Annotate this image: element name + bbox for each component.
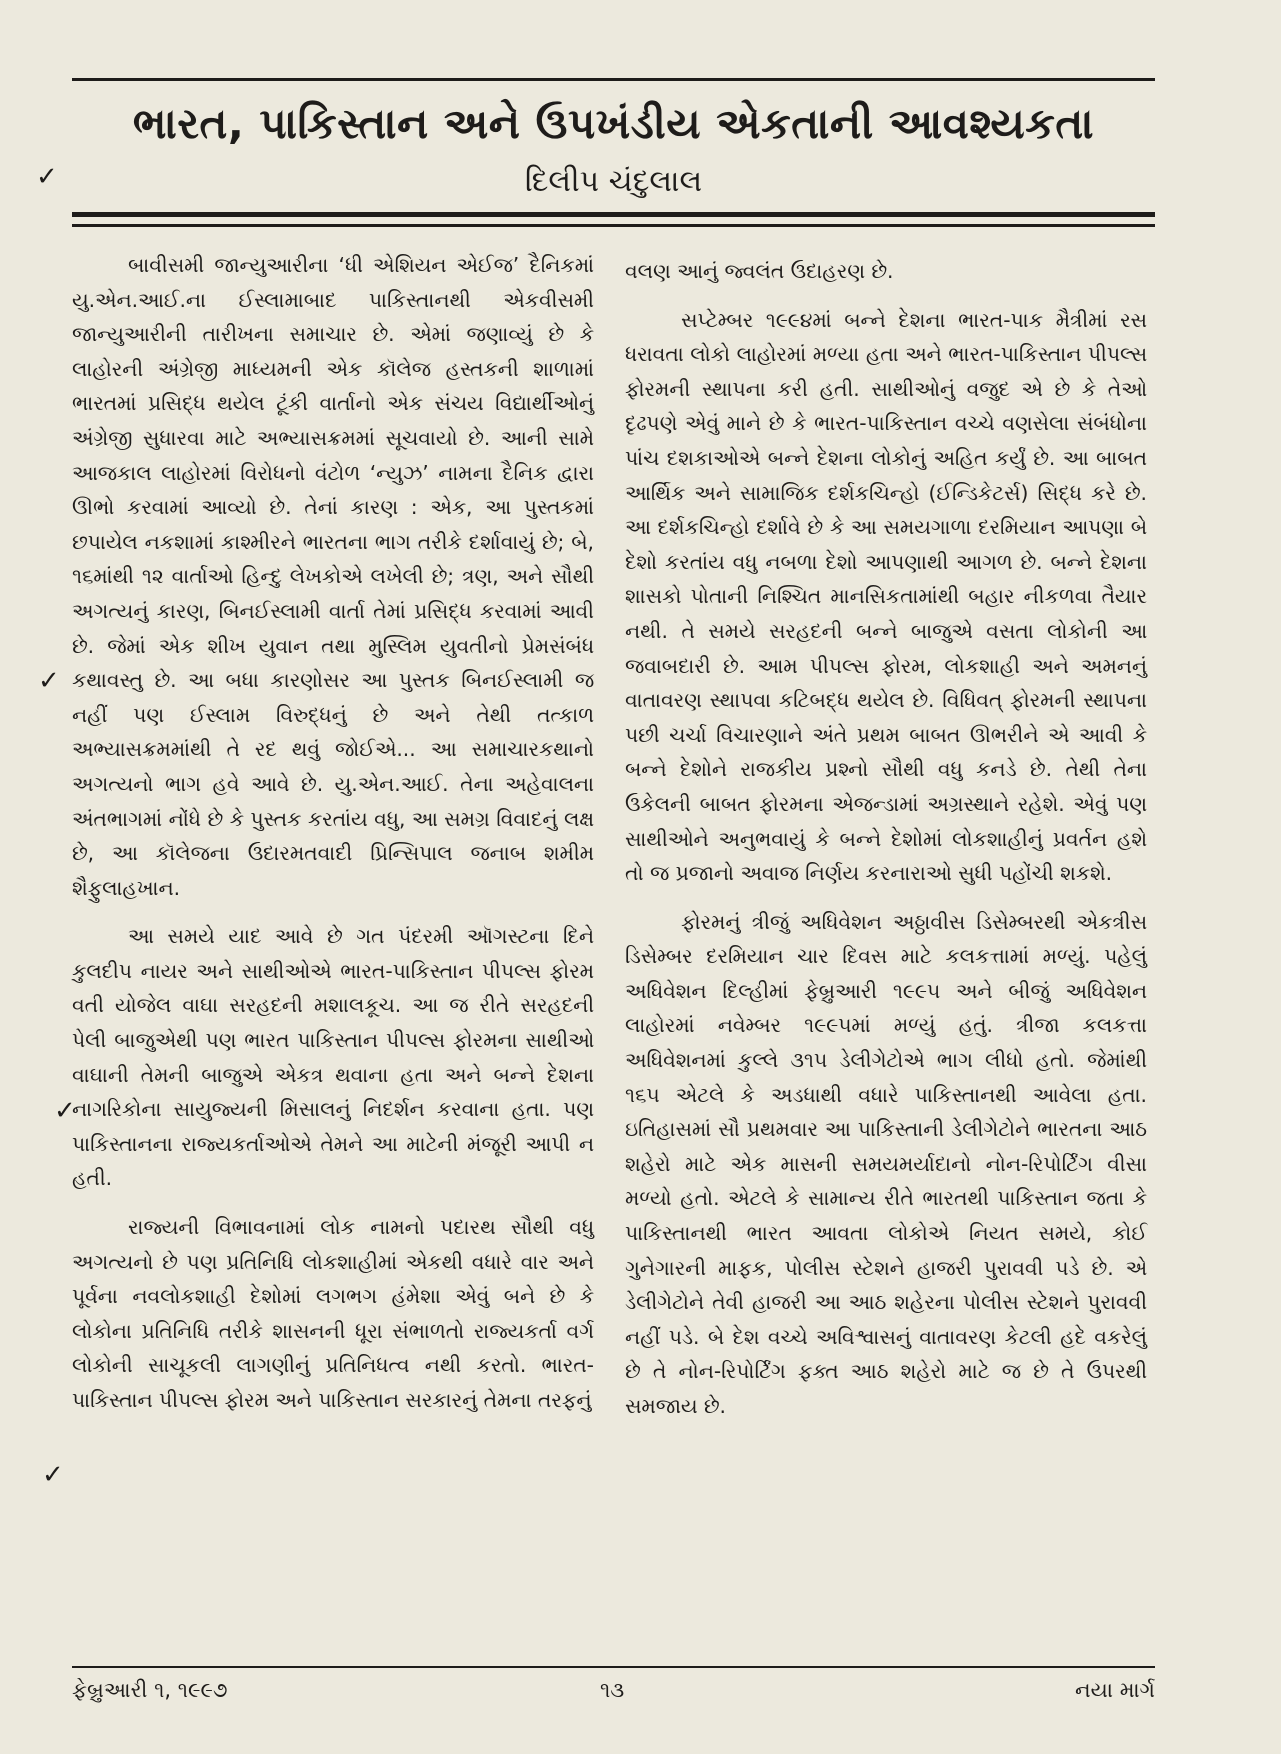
- paragraph: વલણ આનું જ્વલંત ઉદાહરણ છે.: [625, 259, 894, 283]
- page-number: ૧૩: [600, 1678, 625, 1702]
- footer-date: ફેબ્રુઆરી ૧, ૧૯૯૭: [72, 1678, 228, 1702]
- paragraph: ફોરમનું ત્રીજું અધિવેશન અઠ્ઠાવીસ ડિસેમ્બરથી એકત્રીસ ડિસેમ્બર દરમિયાન ચાર દિવસ માટે કલકત્તામાં મળ્યું. પહેલું અધિવેશન દિલ્હીમાં ફેબ્રુઆરી ૧૯૯૫ અને બીજું અધિવેશન લાહોરમાં નવેમ્બર ૧૯૯૫માં મળ્યું હતું. ત્રીજા કલકત્તા અધિવેશનમાં કુલ્લે ૩૧૫ ડેલીગેટોએ ભાગ લીધો હતો. જેમાંથી ૧૬૫ એટલે કે અડધાથી વધારે પાકિસ્તાનથી આવેલા હતા. ઇતિહાસમાં સૌ પ્રથમવાર આ પાકિસ્તાની ડેલીગેટોને ભારતના આઠ શહેરો માટે એક માસની સમયમર્યાદાનો નોન-રિપોર્ટિંગ વીસા મળ્યો હતો. એટલે કે સામાન્ય રીતે ભારતથી પાકિસ્તાન જતા કે પાકિસ્તાનથી ભારત આવતા લોકોએ નિયત સમયે, કોઈ ગુનેગારની માફક, પોલીસ સ્ટેશને હાજરી પુરાવવી પડે છે. એ ડેલીગેટોને તેવી હાજરી આ આઠ શહેરના પોલીસ સ્ટેશને પુરાવવી નહીં પડે. બે દેશ વચ્ચે અવિશ્વાસનું વાતાવરણ કેટલી હદે વકરેલું છે તે નોન-રિપોર્ટિંગ ફક્ત આઠ શહેરો માટે જ છે તે ઉપરથી સમજાય છે.: [625, 909, 1147, 1418]
- article-title: ભારત, પાકિસ્તાન અને ઉપખંડીય એકતાની આવશ્યકતા: [132, 99, 1095, 148]
- paragraph: રાજ્યની વિભાવનામાં લોક નામનો પદારથ સૌથી વધુ અગત્યનો છે પણ પ્રતિનિધિ લોકશાહીમાં એકથી વધારે વાર અને પૂર્વના નવલોકશાહી દેશોમાં લગભગ હંમેશા એવું બને છે કે લોકોના પ્રતિનિધિ તરીકે શાસનની ધૂરા સંભાળતો રાજ્યકર્તા વર્ગ લોકોની સાચૂકલી લાગણીનું પ્રતિનિધત્વ નથી કરતો. ભારત-પાકિસ્તાન પીપલ્સ ફોરમ અને પાકિસ્તાન સરકારનું તેમના તરફનું: [72, 1215, 594, 1412]
- header-rule-thick: [72, 212, 1155, 217]
- paragraph: બાવીસમી જાન્યુઆરીના ‘ધી એશિયન એઈજ’ દૈનિકમાં યુ.એન.આઈ.ના ઈસ્લામાબાદ પાકિસ્તાનથી એકવીસમી જાન્યુઆરીની તારીખના સમાચાર છે. એમાં જણાવ્યું છે કે લાહોરની અંગ્રેજી માધ્યમની એક કૉલેજ હસ્તકની શાળામાં ભારતમાં પ્રસિદ્ધ થયેલ ટૂંકી વાર્તાનો એક સંચય વિદ્યાર્થીઓનું અંગ્રેજી સુધારવા માટે અભ્યાસક્રમમાં સૂચવાયો છે. આની સામે આજકાલ લાહોરમાં વિરોધનો વંટોળ ‘ન્યુઝ’ નામના દૈનિક દ્વારા ઊભો કરવામાં આવ્યો છે. તેનાં કારણ : એક, આ પુસ્તકમાં છપાયેલ નકશામાં કાશ્મીરને ભારતના ભાગ તરીકે દર્શાવાયું છે; બે, ૧૬માંથી ૧૨ વાર્તાઓ હિન્દુ લેખકોએ લખેલી છે; ત્રણ, અને સૌથી અગત્યનું કારણ, બિનઈસ્લામી વાર્તા તેમાં પ્રસિદ્ધ કરવામાં આવી છે. જેમાં એક શીખ યુવાન તથા મુસ્લિમ યુવતીનો પ્રેમસંબંધ કથાવસ્તુ છે. આ બધા કારણોસર આ પુસ્તક બિનઈસ્લામી જ નહીં પણ ઈસ્લામ વિરુદ્ધનું છે અને તેથી તત્કાળ અભ્યાસક્રમમાંથી તે રદ થવું જોઈએ... આ સમાચારકથાનો અગત્યનો ભાગ હવે આવે છે. યુ.એન.આઈ. તેના અહેવાલના અંતભાગમાં નોંધે છે કે પુસ્તક કરતાંય વધુ, આ સમગ્ર વિવાદનું લક્ષ છે, આ કૉલેજના ઉદારમતવાદી પ્રિન્સિપાલ જનાબ શમીમ શૈફુલાહખાન.: [72, 253, 594, 900]
- right-column: [625, 254, 1147, 1438]
- margin-mark: ✓: [54, 1096, 76, 1126]
- article-author: દિલીપ ચંદુલાલ: [524, 164, 703, 199]
- left-column: [72, 248, 594, 1432]
- footer-rule: [72, 1666, 1155, 1668]
- paragraph: સપ્ટેમ્બર ૧૯૯૪માં બન્ને દેશના ભારત-પાક મૈત્રીમાં રસ ધરાવતા લોકો લાહોરમાં મળ્યા હતા અને ભારત-પાકિસ્તાન પીપલ્સ ફોરમની સ્થાપના કરી હતી. સાથીઓનું વજુદ એ છે કે તેઓ દૃઢપણે એવું માને છે કે ભારત-પાકિસ્તાન વચ્ચે વણસેલા સંબંધોના પાંચ દશકાઓએ બન્ને દેશના લોકોનું અહિત કર્યું છે. આ બાબત આર્થિક અને સામાજિક દર્શકચિન્હો (ઈન્ડિકેટર્સ) સિદ્ધ કરે છે. આ દર્શકચિન્હો દર્શાવે છે કે આ સમયગાળા દરમિયાન આપણા બે દેશો કરતાંય વધુ નબળા દેશો આપણાથી આગળ છે. બન્ને દેશના શાસકો પોતાની નિશ્ચિત માનસિકતામાંથી બહાર નીકળવા તૈયાર નથી. તે સમયે સરહદની બન્ને બાજુએ વસતા લોકોની આ જવાબદારી છે. આમ પીપલ્સ ફોરમ, લોકશાહી અને અમનનું વાતાવરણ સ્થાપવા કટિબદ્ધ થયેલ છે. વિધિવત્ ફોરમની સ્થાપના પછી ચર્ચા વિચારણાને અંતે પ્રથમ બાબત ઊભરીને એ આવી કે બન્ને દેશોને રાજકીય પ્રશ્નો સૌથી વધુ કનડે છે. તેથી તેના ઉકેલની બાબત ફોરમના એજન્ડામાં અગ્રસ્થાને રહેશે. એવું પણ સાથીઓને અનુભવાયું કે બન્ને દેશોમાં લોકશાહીનું પ્રવર્તન હશે તો જ પ્રજાનો અવાજ નિર્ણય કરનારાઓ સુધી પહોંચી શકશે.: [625, 307, 1147, 886]
- margin-mark: ✓: [42, 1460, 64, 1490]
- margin-mark: ✓: [36, 162, 58, 192]
- margin-mark: ✓: [38, 666, 60, 696]
- header-rule-thin: [72, 224, 1155, 227]
- paragraph: આ સમયે યાદ આવે છે ગત પંદરમી ઑગસ્ટના દિને કુલદીપ નાયર અને સાથીઓએ ભારત-પાકિસ્તાન પીપલ્સ ફોરમ વતી યોજેલ વાઘા સરહદની મશાલકૂચ. આ જ રીતે સરહદની પેલી બાજુએથી પણ ભારત પાકિસ્તાન પીપલ્સ ફોરમના સાથીઓ વાઘાની તેમની બાજુએ એકત્ર થવાના હતા અને બન્ને દેશના નાગરિકોના સાયુજ્યની મિસાલનું નિદર્શન કરવાના હતા. પણ પાકિસ્તાનના રાજ્યકર્તાઓએ તેમને આ માટેની મંજૂરી આપી ન હતી.: [72, 924, 594, 1191]
- top-rule: [72, 78, 1155, 81]
- publication-name: નયા માર્ગ: [1075, 1678, 1155, 1702]
